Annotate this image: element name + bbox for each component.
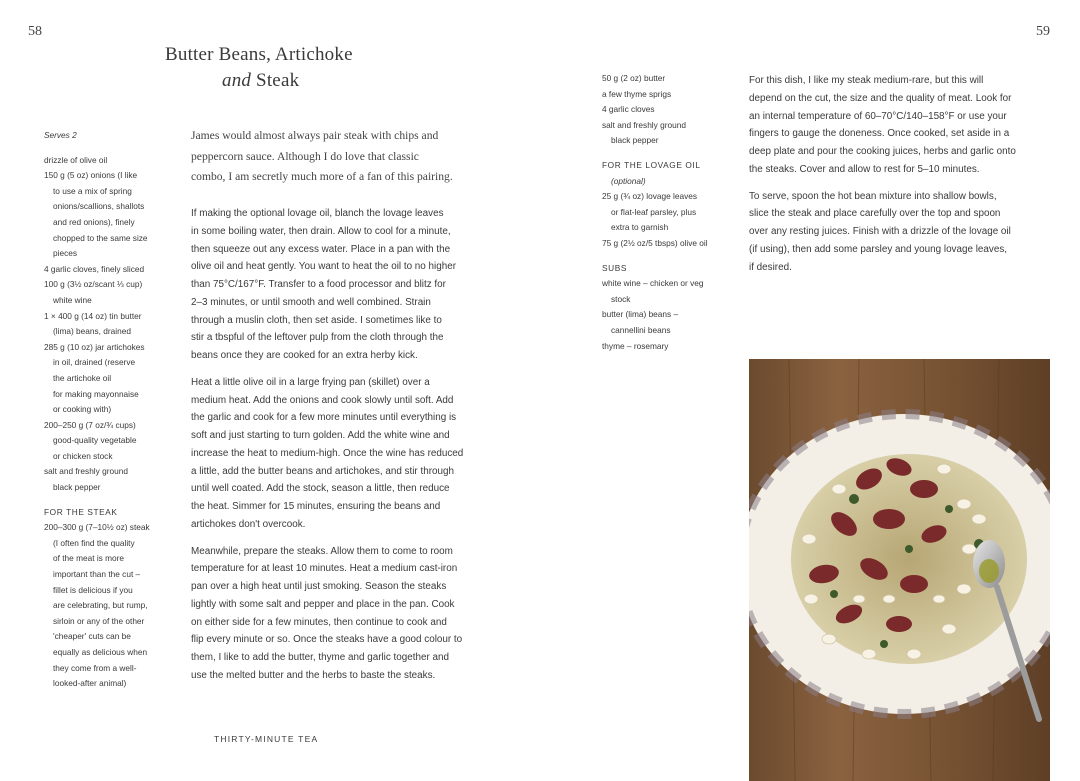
intro-line: combo, I am secretly much more of a fan of this pairing. (191, 170, 453, 184)
sub-line: thyme – rosemary (602, 340, 669, 351)
method-line: If making the optional lovage oil, blanch the lovage leaves (191, 208, 444, 219)
sub-line: butter (lima) beans – (602, 309, 679, 320)
ingredient-line: in oil, drained (reserve (53, 357, 136, 368)
intro-line: James would almost always pair steak with chips and (191, 129, 439, 142)
method-paragraph (191, 543, 491, 685)
sub-line: cannellini beans (611, 324, 671, 335)
title-line-2 (165, 68, 353, 94)
ingredient-line: salt and freshly ground (44, 466, 128, 477)
steak-ingredient-line: of the meat is more (53, 553, 125, 564)
ingredient-line: drizzle of olive oil (44, 154, 108, 165)
method-line: stir a tbspful of the leftover pulp from the cloth through the (191, 332, 444, 344)
book-section-footer: THIRTY-MINUTE TEA (214, 734, 319, 744)
method-line: Heat a little olive oil in a large frying pan (skillet) over a (191, 376, 430, 388)
ingredient-line: 150 g (5 oz) onions (I like (44, 170, 138, 181)
method-paragraph (749, 72, 1049, 179)
method-line: For this dish, I like my steak medium-rare, but this will (749, 75, 984, 86)
method-line: through a muslin cloth, then set aside. I sometimes like to (191, 314, 442, 326)
ingredient-line: 100 g (3½ oz/scant ⅓ cup) (44, 279, 143, 290)
title-line-1: Butter Beans, Artichoke (165, 44, 353, 65)
ingredients-column-right (602, 71, 708, 354)
method-line: in some boiling water, then drain. Allow to cool for a minute, (191, 225, 451, 237)
steak-ingredient-line: important than the cut – (53, 569, 141, 580)
method-line: on either side for a few minutes, then continue to cook and (191, 616, 447, 628)
method-left (191, 205, 491, 694)
steak-ingredient-line: 200–300 g (7–10½ oz) steak (44, 522, 150, 533)
method-line: depend on the cut, the size and the quality of meat. Look for (749, 92, 1012, 104)
ingredient-line: and red onions), finely (53, 216, 135, 227)
method-line: flip every minute or so. Once the steaks have a good colour to (191, 634, 463, 646)
method-right (749, 72, 1049, 285)
lovage-ingredient-line: or flat-leaf parsley, plus (611, 206, 697, 217)
method-line: medium heat. Add the onions and cook slowly until soft. Add (191, 394, 454, 406)
ingredient-line: 1 × 400 g (14 oz) tin butter (44, 310, 142, 321)
dish-photo (749, 359, 1050, 781)
method-line: a little, add the butter beans and artichokes, and stir through (191, 465, 454, 477)
steak-ingredient-line: black pepper (611, 135, 659, 146)
method-line: increase the heat to medium-high. Once the wine has reduced (191, 447, 464, 459)
steak-ingredient-line: are celebrating, but rump, (53, 600, 148, 611)
ingredients-column-left (44, 128, 150, 692)
ingredient-line: chopped to the same size (53, 232, 148, 243)
lovage-ingredients-list (602, 189, 708, 251)
steak-ingredient-line: salt and freshly ground (602, 119, 686, 130)
sub-line: stock (611, 293, 631, 304)
method-paragraph (191, 205, 491, 365)
lovage-ingredient-line: extra to garnish (611, 222, 669, 233)
sub-line: white wine – chicken or veg (602, 278, 704, 289)
method-line: fingers to gauge the doneness. Once cooked, set aside in a (749, 128, 1010, 140)
steak-ingredient-line: equally as delicious when (53, 647, 148, 657)
method-line: them, I like to add the butter, thyme and garlic together and (191, 652, 450, 663)
method-line: (if using), then add some parsley and young lovage leaves, (749, 243, 1008, 255)
dish-photo-illustration (749, 359, 1050, 781)
method-line: 2–3 minutes, or until smooth and well combined. Strain (191, 296, 431, 308)
steak-ingredient-line: 50 g (2 oz) butter (602, 73, 666, 83)
title-italic-word: and (222, 70, 252, 91)
page-number-right: 59 (1036, 24, 1050, 39)
method-line: slice the steak and place carefully over the top and spoon (749, 208, 1001, 220)
ingredient-line: black pepper (53, 482, 101, 493)
method-line: than 75°C/167°F. Transfer to a food processor and blitz for (191, 279, 446, 290)
method-line: deep plate and pour the cooking juices, herbs and garlic onto (749, 146, 1016, 157)
recipe-intro (191, 126, 491, 188)
ingredient-line: to use a mix of spring (53, 185, 132, 196)
intro-line: peppercorn sauce. Although I do love that classic (191, 149, 419, 163)
ingredient-line: or chicken stock (53, 450, 113, 461)
ingredient-line: pieces (53, 248, 77, 259)
subs-list (602, 276, 708, 354)
method-line: lightly with some salt and pepper and place in the pan. Cook (191, 598, 455, 610)
ingredient-line: white wine (53, 294, 92, 305)
steak-ingredient-line: a few thyme sprigs (602, 88, 672, 99)
method-line: use the melted butter and the herbs to baste the steaks. (191, 669, 436, 681)
method-line: if desired. (749, 261, 792, 273)
ingredients-list (44, 153, 150, 496)
steak-ingredient-line: (I often find the quality (53, 537, 135, 548)
subs-heading: SUBS (602, 262, 627, 273)
page-number-left: 58 (28, 24, 42, 39)
method-line: pan over a high heat until just smoking. Season the steaks (191, 581, 447, 592)
ingredient-line: (lima) beans, drained (53, 326, 131, 337)
lovage-optional: (optional) (611, 175, 646, 186)
method-line: the heat. Simmer for 15 minutes, ensuring the beans and (191, 501, 441, 512)
method-line: until well coated. Add the stock, season a little, then reduce (191, 483, 450, 495)
steak-heading: FOR THE STEAK (44, 506, 118, 517)
steak-ingredients-continued (602, 71, 708, 149)
method-line: the steaks. Cover and allow to rest for 5–10 minutes. (749, 163, 980, 175)
steak-ingredient-line: sirloin or any of the other (53, 615, 145, 626)
method-line: temperature for at least 10 minutes. Heat a medium cast-iron (191, 563, 458, 575)
ingredient-line: 4 garlic cloves, finely sliced (44, 263, 145, 274)
lovage-ingredient-line: 25 g (¾ oz) lovage leaves (602, 191, 698, 202)
method-line: Meanwhile, prepare the steaks. Allow them to come to room (191, 545, 453, 557)
ingredient-line: 200–250 g (7 oz/¾ cups) (44, 419, 136, 430)
ingredient-line: for making mayonnaise (53, 388, 139, 399)
method-line: then squeeze out any excess water. Place in a pan with the (191, 243, 451, 255)
ingredient-line: onions/scallions, shallots (53, 201, 145, 212)
steak-ingredient-line: 4 garlic cloves (602, 104, 655, 115)
steak-ingredient-line: looked-after animal) (53, 678, 127, 689)
method-line: beans once they are cooked for an extra herby kick. (191, 350, 418, 361)
method-line: To serve, spoon the hot bean mixture into shallow bowls, (749, 190, 997, 202)
ingredient-line: good-quality vegetable (53, 435, 137, 446)
method-line: soft and just starting to turn golden. Add the white wine and (191, 430, 450, 441)
method-line: artichokes don't overcook. (191, 518, 306, 530)
steak-ingredient-line: fillet is delicious if you (53, 584, 133, 595)
method-line: the garlic and cook for a few more minutes until everything is (191, 412, 457, 424)
serves-label: Serves 2 (44, 130, 77, 140)
steak-ingredient-line: they come from a well- (53, 662, 137, 673)
lovage-heading: FOR THE LOVAGE OIL (602, 159, 701, 170)
steak-ingredient-line: 'cheaper' cuts can be (53, 631, 131, 642)
ingredient-line: 285 g (10 oz) jar artichokes (44, 341, 145, 352)
lovage-ingredient-line: 75 g (2½ oz/5 tbsps) olive oil (602, 237, 708, 248)
steak-ingredients-list (44, 520, 150, 692)
method-paragraph (191, 374, 491, 534)
ingredient-line: or cooking with) (53, 404, 112, 415)
method-line: an internal temperature of 60–70°C/140–158°F or use your (749, 110, 1007, 122)
method-paragraph (749, 188, 1049, 277)
ingredient-line: the artichoke oil (53, 372, 112, 383)
method-line: over any resting juices. Finish with a drizzle of the lovage oil (749, 226, 1011, 237)
method-line: olive oil and heat gently. You want to heat the oil to no higher (191, 261, 456, 273)
title-line-2-rest: Steak (251, 70, 300, 91)
recipe-title (165, 42, 353, 94)
